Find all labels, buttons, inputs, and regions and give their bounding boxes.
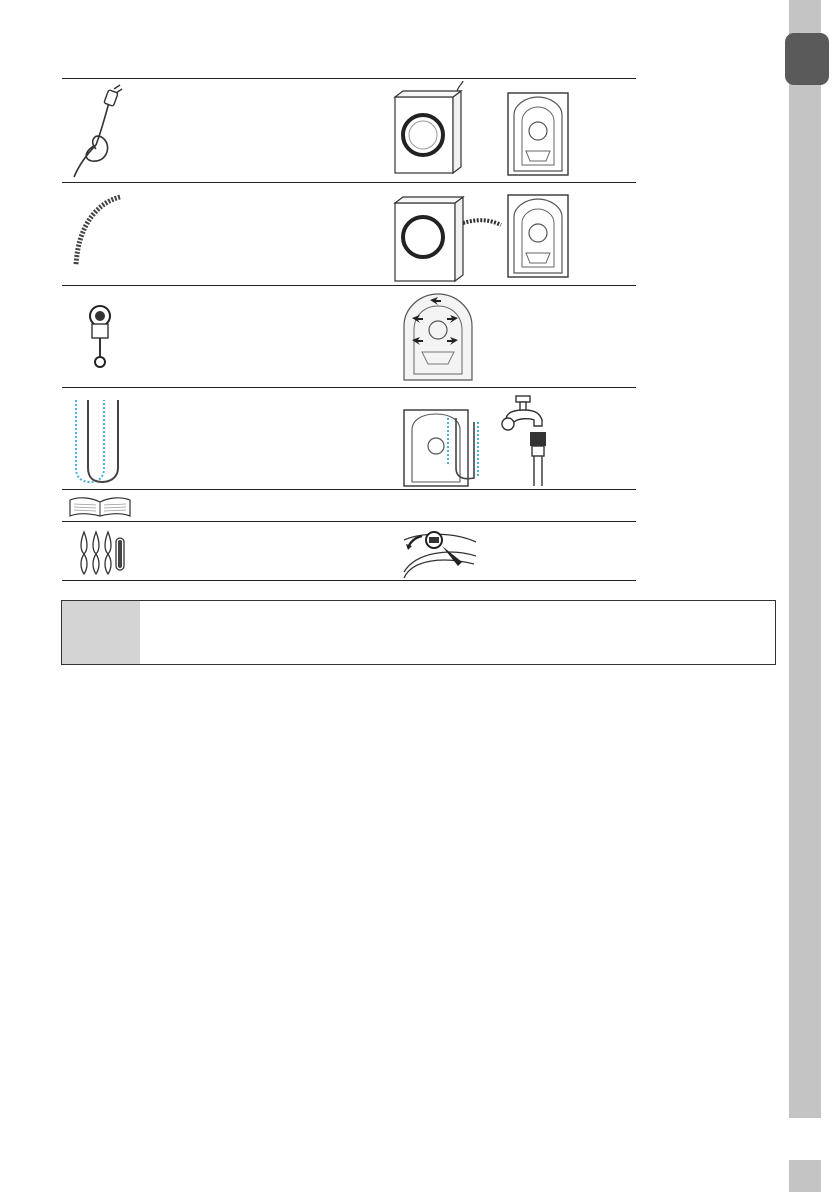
accessories-table <box>62 78 636 581</box>
transport-bolt-icon <box>84 300 120 380</box>
washer-side-view-icon <box>393 81 465 179</box>
plastic-caps-icon <box>76 528 130 578</box>
side-strip <box>789 0 821 1118</box>
page-number-box <box>789 1160 821 1192</box>
water-tap-icon <box>496 394 552 488</box>
drain-hose-icon <box>66 191 128 279</box>
washer-with-hose-icon <box>393 189 513 285</box>
note-box <box>61 600 776 665</box>
power-cable-icon <box>66 83 128 179</box>
washer-back-view-icon <box>506 91 572 179</box>
washer-back-hoses-icon <box>402 408 484 488</box>
table-row <box>62 182 636 285</box>
section-tab <box>785 33 829 85</box>
note-title <box>62 601 140 664</box>
back-panel-bolts-icon <box>400 290 476 386</box>
washer-back-view-icon <box>506 193 572 281</box>
table-row <box>62 521 636 581</box>
table-row <box>62 489 636 521</box>
table-row <box>62 285 636 387</box>
door-detail-icon <box>402 526 478 580</box>
table-row <box>62 387 636 489</box>
table-row <box>62 78 636 182</box>
manual-booklet-icon <box>68 496 132 518</box>
inlet-hose-icon <box>68 398 128 484</box>
